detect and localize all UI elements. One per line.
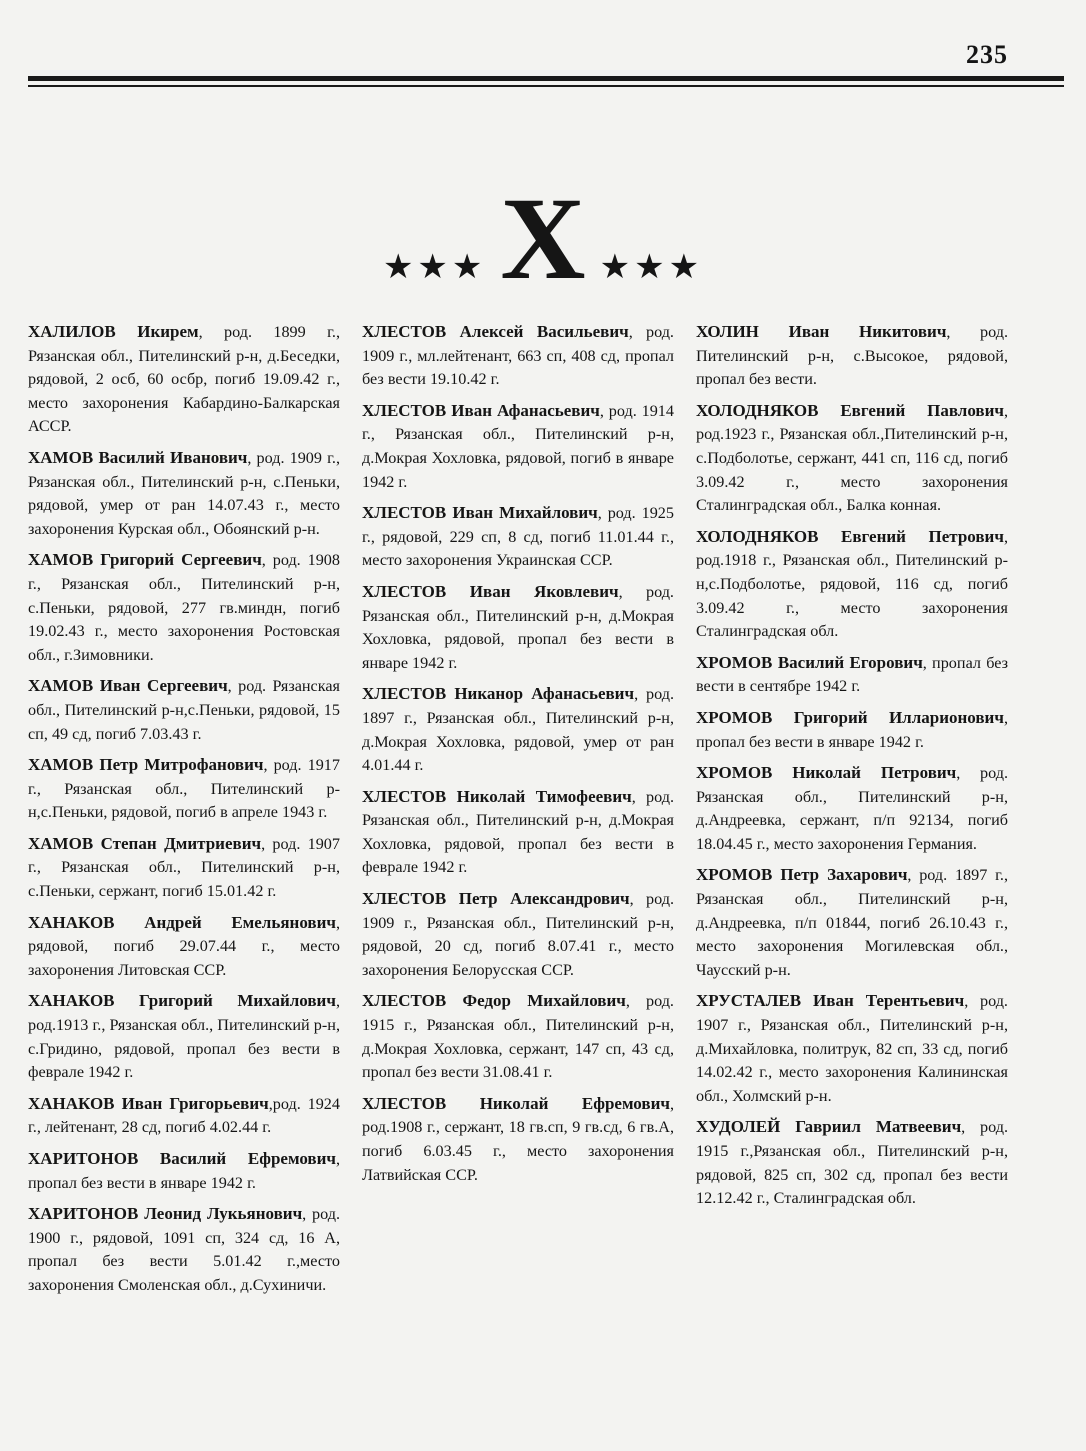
header-rule-thick (28, 76, 1064, 81)
entry-name: ХАМОВ Григорий Сергеевич (28, 550, 262, 570)
entry-name: ХЛЕСТОВ Николай Ефремович (362, 1093, 670, 1113)
list-entry (28, 1092, 340, 1140)
page-number: 235 (966, 40, 1008, 69)
entry-details: , род. 1897 г., Рязанская обл., Пителинский р-н, д.Мокрая Хохловка, рядовой, умер от ран 4.01.44 г. (362, 685, 674, 775)
entry-details: , род. 1897 г., Рязанская обл., Пителинский р-н, д.Андреевка, п/п 01844, погиб 26.10.43 г., место захоронения Могилевская обл., Чаусский р-н. (696, 866, 1008, 979)
entry-details: ,род. 1924 г., лейтенант, 28 сд, погиб 4.02.44 г. (28, 1094, 340, 1137)
entry-details: , род. 1925 г., рядовой, 229 сп, 8 сд, погиб 11.01.44 г., место захоронения Украинская ССР. (362, 504, 674, 570)
entry-details: , род. 1915 г., Рязанская обл., Пителинский р-н, д.Мокрая Хохловка, сержант, 147 сп, 43 сд, пропал без вести 31.08.41 г. (362, 992, 674, 1082)
entry-details: , род. 1907 г., Рязанская обл., Пителинский р-н, с.Пеньки, сержант, погиб 15.01.42 г. (28, 834, 340, 901)
list-entry (28, 1147, 340, 1195)
entry-details: , пропал без вести в январе 1942 г. (696, 708, 1008, 751)
entry-name: ХАРИТОНОВ Леонид Лукьянович (28, 1204, 303, 1224)
entry-details: , рядовой, погиб 29.07.44 г., место захоронения Литовская ССР. (28, 913, 340, 979)
entry-details: , род. Рязанская обл., Пителинский р-н, д.Мокрая Хохловка, рядовой, пропал без вести в феврале 1942 г. (362, 787, 674, 877)
entry-details: , род. 1900 г., рядовой, 1091 сп, 324 сд, 16 А, пропал без вести 5.01.42 г.,место захоронения Смоленская обл., д.Сухиничи. (28, 1205, 340, 1294)
entry-name: ХРОМОВ Петр Захарович (696, 865, 908, 885)
entry-name: ХЛЕСТОВ Иван Михайлович (362, 503, 598, 523)
entry-details: , род. Пителинский р-н, с.Высокое, рядовой, пропал без вести. (696, 323, 1008, 389)
entry-name: ХУДОЛЕЙ Гавриил Матвеевич (696, 1117, 962, 1137)
entry-name: ХОЛОДНЯКОВ Евгений Петрович (696, 526, 1004, 546)
entry-name: ХАНАКОВ Григорий Михайлович (28, 991, 336, 1011)
list-entry (28, 674, 340, 746)
entry-details: , род. 1908 г., Рязанская обл., Пителинский р-н, с.Пеньки, рядовой, 277 гв.миндн, погиб 19.02.43 г., место захоронения Ростовская обл., г.Зимовники. (28, 551, 340, 664)
list-entry (696, 525, 1008, 644)
header-rule-thin (28, 85, 1064, 87)
entry-name: ХЛЕСТОВ Петр Александрович (362, 889, 630, 909)
list-entry (362, 682, 674, 777)
list-entry (362, 989, 674, 1084)
list-entry (362, 785, 674, 880)
list-entry (28, 548, 340, 667)
entry-details: , род.1918 г., Рязанская обл., Пителинский р-н,с.Подболотье, рядовой, 116 сд, погиб 3.09.42 г., место захоронения Сталинградская обл. (696, 527, 1008, 641)
list-entry (696, 706, 1008, 754)
list-entry (696, 761, 1008, 856)
entry-name: ХРУСТАЛЕВ Иван Терентьевич (696, 991, 965, 1011)
list-entry (696, 651, 1008, 699)
section-heading (0, 173, 1086, 304)
entry-details: , род. Рязанская обл., Пителинский р-н, д.Андреевка, сержант, п/п 92134, погиб 18.04.45 г., место захоронения Германия. (696, 764, 1008, 853)
list-entry (28, 753, 340, 825)
list-entry (28, 911, 340, 983)
list-entry (362, 320, 674, 392)
entry-name: ХОЛИН Иван Никитович (696, 322, 947, 341)
list-entry (696, 320, 1008, 392)
entry-details: , род. 1909 г., Рязанская обл., Пителинский р-н, с.Пеньки, рядовой, умер от ран 14.07.43 г., место захоронения Курская обл., Обоянский р-н. (28, 448, 340, 538)
entry-name: ХЛЕСТОВ Иван Афанасьевич (362, 400, 600, 420)
entry-name: ХРОМОВ Григорий Илларионович (696, 707, 1004, 727)
entry-name: ХЛЕСТОВ Алексей Васильевич (362, 322, 629, 341)
entry-details: , род.1923 г., Рязанская обл.,Пителинский р-н, с.Подболотье, сержант, 441 сп, 116 сд, погиб 3.09.42 г., место захоронения Сталинградская обл., Балка конная. (696, 401, 1008, 515)
entry-details: , пропал без вести в январе 1942 г. (28, 1150, 340, 1192)
stars-right: ★★★ (599, 249, 704, 286)
column-3 (696, 320, 1008, 1218)
list-entry (28, 832, 340, 904)
entry-details: , род. 1907 г., Рязанская обл., Пителинский р-н, д.Михайловка, политрук, 82 сп, 33 сд, погиб 14.02.42 г., место захоронения Калининская обл., Холмский р-н. (696, 992, 1008, 1105)
list-entry (28, 446, 340, 541)
entry-name: ХЛЕСТОВ Иван Яковлевич (362, 581, 619, 601)
entry-name: ХАМОВ Петр Митрофанович (28, 755, 264, 775)
entry-details: , род.1908 г., сержант, 18 гв.сп, 9 гв.сд, 6 гв.А, погиб 6.03.45 г., место захоронения Латвийская ССР. (362, 1094, 674, 1184)
list-entry (28, 320, 340, 439)
list-entry (362, 1092, 674, 1187)
entry-details: , род. 1917 г., Рязанская обл., Пителинский р-н,с.Пеньки, рядовой, погиб в апреле 1943 г. (28, 756, 340, 822)
list-entry (362, 501, 674, 573)
list-entry (696, 399, 1008, 518)
entry-name: ХЛЕСТОВ Николай Тимофеевич (362, 786, 632, 806)
entry-name: ХАЛИЛОВ Икирем (28, 322, 199, 341)
list-entry (696, 1115, 1008, 1210)
entry-name: ХЛЕСТОВ Никанор Афанасьевич (362, 684, 635, 704)
entry-details: , род. Рязанская обл., Пителинский р-н,с.Пеньки, рядовой, 15 сп, 49 сд, погиб 7.03.43 г. (28, 677, 340, 743)
entry-name: ХРОМОВ Василий Егорович (696, 652, 923, 672)
entry-name: ХЛЕСТОВ Федор Михайлович (362, 991, 626, 1011)
list-entry (696, 863, 1008, 982)
stars-left: ★★★ (382, 249, 487, 286)
entry-name: ХРОМОВ Николай Петрович (696, 763, 957, 783)
entry-name: ХАМОВ Иван Сергеевич (28, 676, 228, 696)
entry-details: , род. Рязанская обл., Пителинский р-н, д.Мокрая Хохловка, рядовой, пропал без вести в январе 1942 г. (362, 582, 674, 672)
list-entry (28, 989, 340, 1084)
column-1 (28, 320, 340, 1305)
entry-name: ХАМОВ Степан Дмитриевич (28, 833, 262, 853)
entry-details: , род. 1899 г., Рязанская обл., Пителинский р-н, д.Беседки, рядовой, 2 осб, 60 осбр, погиб 19.09.42 г., место захоронения Кабардино-Балкарская АССР. (28, 323, 340, 436)
entry-name: ХАНАКОВ Андрей Емельянович (28, 912, 336, 932)
entry-details: , род. 1909 г., Рязанская обл., Пителинский р-н, рядовой, 20 сд, погиб 8.07.41 г., место захоронения Белорусская ССР. (362, 890, 674, 979)
entry-name: ХОЛОДНЯКОВ Евгений Павлович (696, 400, 1004, 420)
entry-details: , род.1913 г., Рязанская обл., Пителинский р-н, с.Гридино, рядовой, пропал без вести в феврале 1942 г. (28, 992, 340, 1082)
list-entry (28, 1202, 340, 1297)
entry-name: ХАМОВ Василий Иванович (28, 447, 248, 467)
list-entry (696, 989, 1008, 1108)
list-entry (362, 580, 674, 675)
entry-details: , род. 1915 г.,Рязанская обл., Пителинский р-н, рядовой, 825 сп, 302 сд, пропал без вести 12.12.42 г., Сталинградская обл. (696, 1118, 1008, 1208)
entry-name: ХАРИТОНОВ Василий Ефремович (28, 1149, 336, 1168)
entry-details: , род. 1914 г., Рязанская обл., Пителинский р-н, д.Мокрая Хохловка, рядовой, погиб в январе 1942 г. (362, 401, 674, 491)
entry-details: , род. 1909 г., мл.лейтенант, 663 сп, 408 сд, пропал без вести 19.10.42 г. (362, 323, 674, 389)
entry-details: , пропал без вести в сентябре 1942 г. (696, 653, 1008, 696)
section-letter: Х (500, 173, 586, 304)
column-2 (362, 320, 674, 1194)
entry-name: ХАНАКОВ Иван Григорьевич (28, 1093, 269, 1113)
list-entry (362, 887, 674, 982)
list-entry (362, 399, 674, 494)
